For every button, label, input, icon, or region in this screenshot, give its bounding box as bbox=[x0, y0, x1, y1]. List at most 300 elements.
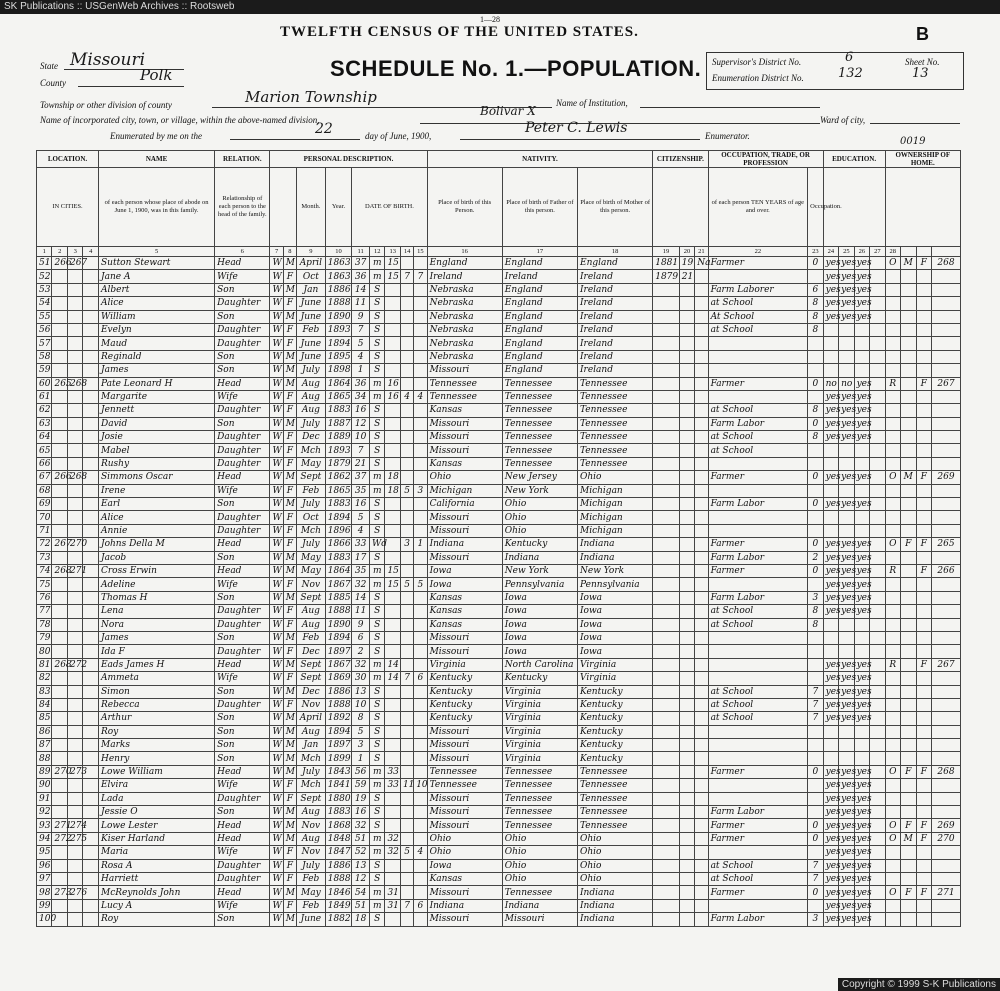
birth-month: Mch bbox=[296, 752, 325, 765]
birthplace-mother: Iowa bbox=[578, 591, 653, 604]
years-in-us bbox=[679, 645, 694, 658]
sex: M bbox=[283, 806, 296, 819]
free-or-mortgaged bbox=[901, 698, 916, 711]
line-number: 91 bbox=[37, 792, 52, 805]
family-number: 268 bbox=[67, 471, 82, 484]
farm-schedule-number bbox=[932, 913, 961, 926]
children-living: 4 bbox=[414, 390, 427, 403]
column-number: 24 bbox=[823, 247, 838, 257]
children-born bbox=[400, 806, 413, 819]
birthplace-mother: Ireland bbox=[578, 323, 653, 336]
person-name: Lena bbox=[98, 605, 214, 618]
farm-or-house bbox=[916, 605, 931, 618]
edu-cell bbox=[870, 752, 886, 765]
dwelling-number bbox=[52, 645, 67, 658]
house-cell bbox=[83, 484, 99, 497]
sex: F bbox=[283, 846, 296, 859]
can-write bbox=[839, 524, 854, 537]
family-number bbox=[67, 645, 82, 658]
person-name: Arthur bbox=[98, 712, 214, 725]
house-cell bbox=[83, 511, 99, 524]
years-in-us bbox=[679, 725, 694, 738]
farm-or-house bbox=[916, 417, 931, 430]
color: W bbox=[270, 792, 283, 805]
speaks-english: yes bbox=[854, 846, 869, 859]
table-row bbox=[37, 631, 961, 644]
can-read: yes bbox=[823, 685, 838, 698]
birth-year: 1895 bbox=[325, 350, 352, 363]
birth-year: 1879 bbox=[325, 457, 352, 470]
birthplace-person: Missouri bbox=[427, 551, 502, 564]
immigration-year bbox=[653, 404, 680, 417]
section-education: EDUCATION. bbox=[823, 151, 885, 168]
occupation: Farmer bbox=[708, 832, 808, 845]
dwelling-number bbox=[52, 779, 67, 792]
marital-status: S bbox=[369, 350, 384, 363]
color: W bbox=[270, 765, 283, 778]
own-or-rent: O bbox=[885, 832, 900, 845]
person-name: McReynolds John bbox=[98, 886, 214, 899]
relation: Wife bbox=[215, 846, 270, 859]
children-born: 5 bbox=[400, 846, 413, 859]
dwelling-number bbox=[52, 672, 67, 685]
own-or-rent bbox=[885, 792, 900, 805]
children-born bbox=[400, 591, 413, 604]
relation: Daughter bbox=[215, 698, 270, 711]
birth-year: 1890 bbox=[325, 310, 352, 323]
own-or-rent bbox=[885, 618, 900, 631]
can-read: yes bbox=[823, 417, 838, 430]
can-read: yes bbox=[823, 658, 838, 671]
can-read bbox=[823, 457, 838, 470]
dwelling-number bbox=[52, 484, 67, 497]
age: 54 bbox=[352, 886, 370, 899]
line-number: 79 bbox=[37, 631, 52, 644]
farm-or-house bbox=[916, 645, 931, 658]
own-or-rent bbox=[885, 578, 900, 591]
birthplace-person: Tennessee bbox=[427, 377, 502, 390]
color: W bbox=[270, 564, 283, 577]
speaks-english bbox=[854, 444, 869, 457]
family-number bbox=[67, 605, 82, 618]
free-or-mortgaged bbox=[901, 618, 916, 631]
years-in-us bbox=[679, 564, 694, 577]
line-number: 87 bbox=[37, 739, 52, 752]
farm-schedule-number bbox=[932, 712, 961, 725]
line-number: 51 bbox=[37, 257, 52, 270]
own-or-rent bbox=[885, 310, 900, 323]
birthplace-person: Nebraska bbox=[427, 323, 502, 336]
line-number: 89 bbox=[37, 765, 52, 778]
table-row bbox=[37, 364, 961, 377]
sex: M bbox=[283, 471, 296, 484]
color: W bbox=[270, 618, 283, 631]
years-in-us bbox=[679, 538, 694, 551]
children-born bbox=[400, 698, 413, 711]
birthplace-mother: Tennessee bbox=[578, 431, 653, 444]
can-write bbox=[839, 364, 854, 377]
stamp-number: 0019 bbox=[900, 136, 926, 147]
children-born bbox=[400, 417, 413, 430]
years-married bbox=[385, 524, 400, 537]
can-write bbox=[839, 725, 854, 738]
sex: F bbox=[283, 297, 296, 310]
color: W bbox=[270, 417, 283, 430]
person-name: Josie bbox=[98, 431, 214, 444]
house-cell bbox=[83, 672, 99, 685]
months-unemployed: 0 bbox=[808, 377, 823, 390]
speaks-english: yes bbox=[854, 551, 869, 564]
person-name: Elvira bbox=[98, 779, 214, 792]
children-living bbox=[414, 564, 427, 577]
can-read: yes bbox=[823, 859, 838, 872]
birth-month: Oct bbox=[296, 270, 325, 283]
birthplace-father: Tennessee bbox=[502, 417, 577, 430]
speaks-english bbox=[854, 511, 869, 524]
free-or-mortgaged: F bbox=[901, 819, 916, 832]
naturalization bbox=[695, 698, 708, 711]
birthplace-father: Tennessee bbox=[502, 779, 577, 792]
speaks-english bbox=[854, 350, 869, 363]
house-cell bbox=[83, 872, 99, 885]
line-number: 94 bbox=[37, 832, 52, 845]
years-married: 14 bbox=[385, 672, 400, 685]
occupation bbox=[708, 631, 808, 644]
children-born: 5 bbox=[400, 578, 413, 591]
speaks-english: yes bbox=[854, 310, 869, 323]
farm-schedule-number bbox=[932, 792, 961, 805]
farm-or-house bbox=[916, 846, 931, 859]
children-living bbox=[414, 658, 427, 671]
age: 59 bbox=[352, 779, 370, 792]
family-number bbox=[67, 297, 82, 310]
family-number bbox=[67, 323, 82, 336]
family-number bbox=[67, 457, 82, 470]
farm-schedule-number bbox=[932, 417, 961, 430]
naturalization bbox=[695, 484, 708, 497]
farm-or-house bbox=[916, 752, 931, 765]
speaks-english: yes bbox=[854, 591, 869, 604]
table-row bbox=[37, 564, 961, 577]
birth-month: June bbox=[296, 913, 325, 926]
occupation bbox=[708, 846, 808, 859]
birth-year: 1892 bbox=[325, 712, 352, 725]
naturalization bbox=[695, 752, 708, 765]
section-personal: PERSONAL DESCRIPTION. bbox=[270, 151, 427, 168]
speaks-english: yes bbox=[854, 658, 869, 671]
naturalization bbox=[695, 297, 708, 310]
farm-or-house bbox=[916, 631, 931, 644]
county-label: County bbox=[40, 78, 66, 88]
farm-or-house: F bbox=[916, 257, 931, 270]
birthplace-person: Ohio bbox=[427, 832, 502, 845]
years-married bbox=[385, 685, 400, 698]
immigration-year bbox=[653, 431, 680, 444]
immigration-year bbox=[653, 350, 680, 363]
line-number: 88 bbox=[37, 752, 52, 765]
can-write bbox=[839, 631, 854, 644]
months-unemployed bbox=[808, 350, 823, 363]
line-number: 72 bbox=[37, 538, 52, 551]
farm-schedule-number bbox=[932, 524, 961, 537]
free-or-mortgaged bbox=[901, 672, 916, 685]
own-or-rent bbox=[885, 631, 900, 644]
table-row bbox=[37, 859, 961, 872]
sex: M bbox=[283, 819, 296, 832]
immigration-year bbox=[653, 645, 680, 658]
children-born: 3 bbox=[400, 538, 413, 551]
column-number: 27 bbox=[870, 247, 886, 257]
birthplace-father: England bbox=[502, 310, 577, 323]
relation: Son bbox=[215, 310, 270, 323]
naturalization bbox=[695, 377, 708, 390]
occupation bbox=[708, 350, 808, 363]
age: 4 bbox=[352, 524, 370, 537]
dwelling-number bbox=[52, 364, 67, 377]
immigration-year bbox=[653, 578, 680, 591]
birthplace-mother: Tennessee bbox=[578, 390, 653, 403]
birthplace-person: Missouri bbox=[427, 819, 502, 832]
free-or-mortgaged bbox=[901, 564, 916, 577]
family-number bbox=[67, 739, 82, 752]
table-row bbox=[37, 832, 961, 845]
can-write bbox=[839, 350, 854, 363]
children-living bbox=[414, 685, 427, 698]
can-read: yes bbox=[823, 779, 838, 792]
occupation bbox=[708, 578, 808, 591]
can-write bbox=[839, 511, 854, 524]
age: 12 bbox=[352, 872, 370, 885]
months-unemployed: 8 bbox=[808, 297, 823, 310]
age: 2 bbox=[352, 645, 370, 658]
table-row bbox=[37, 591, 961, 604]
age: 16 bbox=[352, 498, 370, 511]
birthplace-father: Tennessee bbox=[502, 806, 577, 819]
can-write: yes bbox=[839, 672, 854, 685]
age: 32 bbox=[352, 658, 370, 671]
color: W bbox=[270, 913, 283, 926]
free-or-mortgaged bbox=[901, 859, 916, 872]
years-in-us bbox=[679, 323, 694, 336]
can-read: yes bbox=[823, 846, 838, 859]
edu-cell bbox=[870, 511, 886, 524]
column-number: 10 bbox=[325, 247, 352, 257]
speaks-english: yes bbox=[854, 765, 869, 778]
header-birth-month: Month. bbox=[296, 168, 325, 247]
table-row bbox=[37, 913, 961, 926]
sex: M bbox=[283, 739, 296, 752]
dwelling-number bbox=[52, 725, 67, 738]
marital-status: S bbox=[369, 551, 384, 564]
birth-year: 1888 bbox=[325, 872, 352, 885]
person-name: Henry bbox=[98, 752, 214, 765]
table-row bbox=[37, 739, 961, 752]
children-living bbox=[414, 591, 427, 604]
person-name: David bbox=[98, 417, 214, 430]
header-nativity-mother: Place of birth of Mother of this person. bbox=[578, 168, 653, 247]
children-living: 4 bbox=[414, 846, 427, 859]
can-read: yes bbox=[823, 605, 838, 618]
house-cell bbox=[83, 551, 99, 564]
speaks-english: yes bbox=[854, 297, 869, 310]
relation: Head bbox=[215, 832, 270, 845]
sex: F bbox=[283, 337, 296, 350]
free-or-mortgaged bbox=[901, 377, 916, 390]
line-number: 63 bbox=[37, 417, 52, 430]
birth-month: Feb bbox=[296, 323, 325, 336]
person-name: Alice bbox=[98, 511, 214, 524]
free-or-mortgaged bbox=[901, 551, 916, 564]
family-number bbox=[67, 725, 82, 738]
person-name: Eads James H bbox=[98, 658, 214, 671]
children-living bbox=[414, 859, 427, 872]
free-or-mortgaged bbox=[901, 484, 916, 497]
years-married bbox=[385, 364, 400, 377]
own-or-rent bbox=[885, 806, 900, 819]
sex: F bbox=[283, 270, 296, 283]
speaks-english bbox=[854, 631, 869, 644]
own-or-rent bbox=[885, 752, 900, 765]
family-number bbox=[67, 498, 82, 511]
immigration-year bbox=[653, 484, 680, 497]
township-value: Marion Township bbox=[245, 88, 377, 106]
sex: F bbox=[283, 457, 296, 470]
sex: M bbox=[283, 377, 296, 390]
farm-schedule-number bbox=[932, 752, 961, 765]
table-row bbox=[37, 712, 961, 725]
sex: M bbox=[283, 913, 296, 926]
family-number bbox=[67, 631, 82, 644]
color: W bbox=[270, 752, 283, 765]
farm-or-house bbox=[916, 498, 931, 511]
birth-month: May bbox=[296, 457, 325, 470]
birthplace-mother: Ireland bbox=[578, 283, 653, 296]
occupation bbox=[708, 390, 808, 403]
person-name: Sutton Stewart bbox=[98, 257, 214, 270]
farm-or-house bbox=[916, 270, 931, 283]
edu-cell bbox=[870, 725, 886, 738]
birth-month: Dec bbox=[296, 431, 325, 444]
years-married bbox=[385, 323, 400, 336]
birthplace-person: Nebraska bbox=[427, 283, 502, 296]
age: 18 bbox=[352, 913, 370, 926]
immigration-year bbox=[653, 899, 680, 912]
farm-schedule-number: 266 bbox=[932, 564, 961, 577]
table-row bbox=[37, 765, 961, 778]
column-number: 26 bbox=[854, 247, 869, 257]
color: W bbox=[270, 538, 283, 551]
sex: M bbox=[283, 364, 296, 377]
color: W bbox=[270, 457, 283, 470]
birthplace-father: Ohio bbox=[502, 511, 577, 524]
color: W bbox=[270, 698, 283, 711]
marital-status: S bbox=[369, 591, 384, 604]
birthplace-mother: Michigan bbox=[578, 524, 653, 537]
children-born: 7 bbox=[400, 899, 413, 912]
color: W bbox=[270, 337, 283, 350]
birth-month: Mch bbox=[296, 524, 325, 537]
person-name: Jane A bbox=[98, 270, 214, 283]
free-or-mortgaged bbox=[901, 310, 916, 323]
speaks-english bbox=[854, 457, 869, 470]
farm-or-house bbox=[916, 431, 931, 444]
months-unemployed: 2 bbox=[808, 551, 823, 564]
occupation: at School bbox=[708, 605, 808, 618]
can-write: yes bbox=[839, 685, 854, 698]
house-cell bbox=[83, 431, 99, 444]
own-or-rent bbox=[885, 484, 900, 497]
can-write: yes bbox=[839, 270, 854, 283]
can-write: yes bbox=[839, 390, 854, 403]
person-name: Jacob bbox=[98, 551, 214, 564]
birth-year: 1883 bbox=[325, 498, 352, 511]
marital-status: m bbox=[369, 377, 384, 390]
occupation: Farmer bbox=[708, 886, 808, 899]
birthplace-person: Kansas bbox=[427, 872, 502, 885]
can-write: yes bbox=[839, 564, 854, 577]
house-cell bbox=[83, 364, 99, 377]
speaks-english bbox=[854, 725, 869, 738]
dwelling-number bbox=[52, 859, 67, 872]
marital-status: m bbox=[369, 899, 384, 912]
birth-year: 1888 bbox=[325, 698, 352, 711]
sex: M bbox=[283, 658, 296, 671]
years-married bbox=[385, 417, 400, 430]
own-or-rent bbox=[885, 605, 900, 618]
column-number-row bbox=[37, 247, 961, 257]
years-married: 33 bbox=[385, 765, 400, 778]
naturalization bbox=[695, 872, 708, 885]
person-name: William bbox=[98, 310, 214, 323]
can-write: yes bbox=[839, 872, 854, 885]
immigration-year bbox=[653, 872, 680, 885]
birthplace-mother: Ireland bbox=[578, 310, 653, 323]
marital-status: S bbox=[369, 323, 384, 336]
months-unemployed: 0 bbox=[808, 417, 823, 430]
birth-year: 1867 bbox=[325, 658, 352, 671]
birthplace-person: Missouri bbox=[427, 631, 502, 644]
person-name: Cross Erwin bbox=[98, 564, 214, 577]
color: W bbox=[270, 779, 283, 792]
years-in-us bbox=[679, 350, 694, 363]
immigration-year bbox=[653, 591, 680, 604]
dwelling-number bbox=[52, 591, 67, 604]
can-read: yes bbox=[823, 390, 838, 403]
free-or-mortgaged bbox=[901, 913, 916, 926]
line-number: 74 bbox=[37, 564, 52, 577]
table-row bbox=[37, 551, 961, 564]
naturalization bbox=[695, 350, 708, 363]
house-cell bbox=[83, 899, 99, 912]
incorporated-label: Name of incorporated city, town, or village, within the above-named division, bbox=[40, 115, 320, 125]
immigration-year bbox=[653, 618, 680, 631]
line-number: 99 bbox=[37, 899, 52, 912]
speaks-english: yes bbox=[854, 404, 869, 417]
color: W bbox=[270, 806, 283, 819]
birth-month: Dec bbox=[296, 645, 325, 658]
sex: M bbox=[283, 498, 296, 511]
birth-month: Dec bbox=[296, 685, 325, 698]
own-or-rent bbox=[885, 323, 900, 336]
children-born bbox=[400, 350, 413, 363]
column-number: 1 bbox=[37, 247, 52, 257]
dwelling-number bbox=[52, 712, 67, 725]
enumeration-value: 132 bbox=[838, 66, 863, 81]
age: 37 bbox=[352, 471, 370, 484]
farm-or-house bbox=[916, 390, 931, 403]
children-living bbox=[414, 712, 427, 725]
family-number bbox=[67, 685, 82, 698]
